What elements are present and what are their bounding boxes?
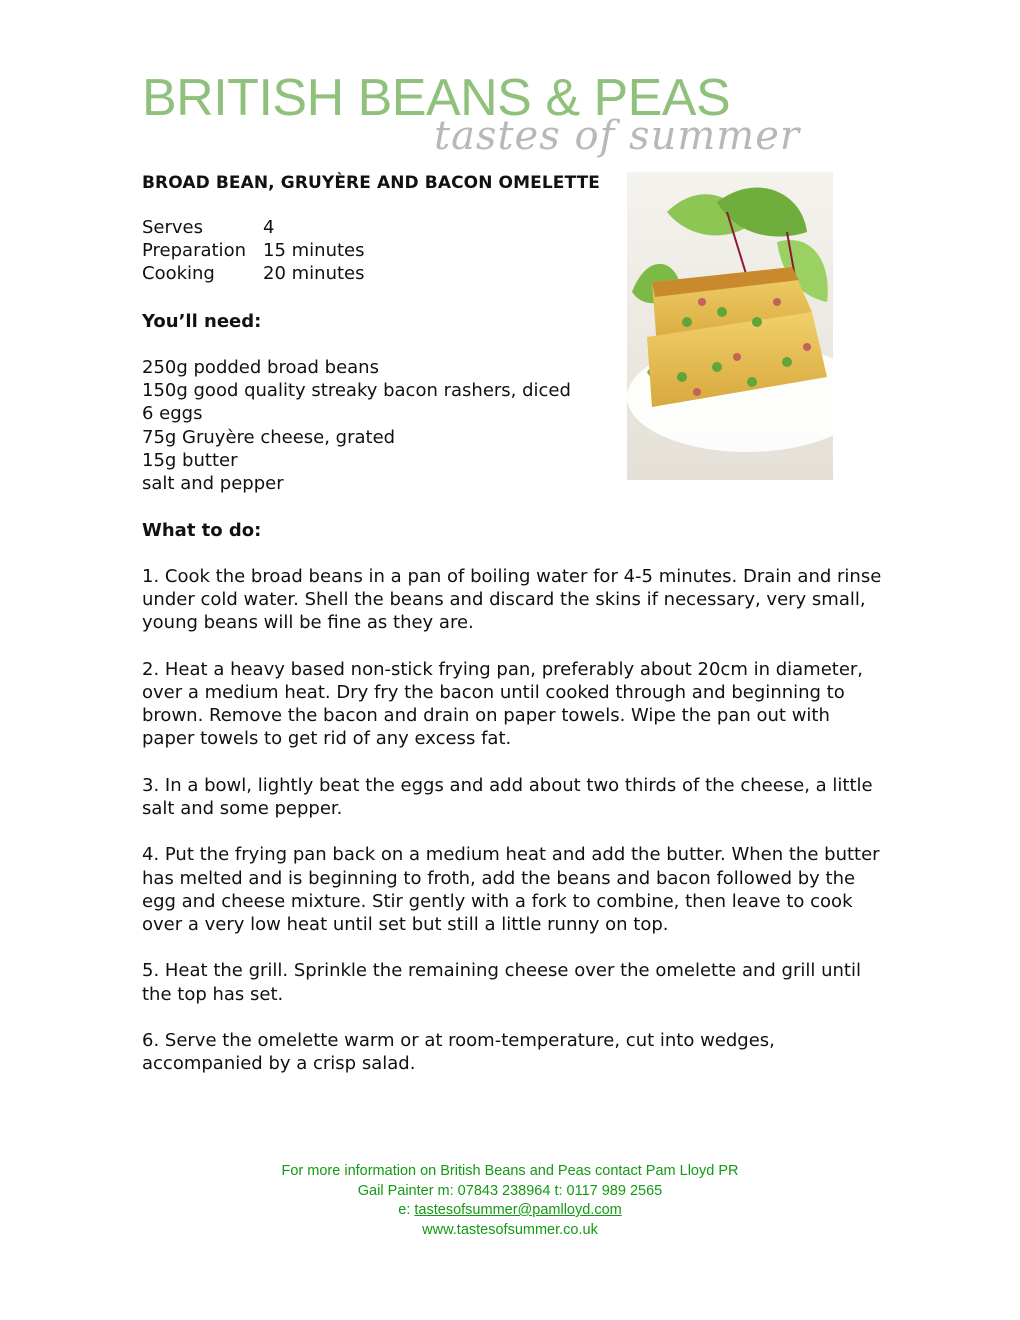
fact-value: 4	[263, 217, 275, 238]
email-link[interactable]: tastesofsummer@pamlloyd.com	[414, 1202, 622, 1218]
website-link[interactable]: www.tastesofsummer.co.uk	[422, 1221, 598, 1238]
fact-label: Serves	[142, 217, 204, 238]
ingredient-item: 75g Gruyère cheese, grated	[142, 426, 396, 448]
recipe-facts	[142, 216, 365, 285]
fact-value: 15 minutes	[263, 240, 365, 261]
method-step: 6. Serve the omelette warm or at room-temperature, cut into wedges, accompanied by a crisp salad.	[142, 1029, 775, 1075]
method-steps	[142, 565, 887, 1099]
fact-value: 20 minutes	[263, 263, 365, 284]
fact-cooking	[142, 262, 365, 285]
ingredients-list	[142, 356, 571, 495]
method-step: 4. Put the frying pan back on a medium heat and add the butter. When the butter has melted and is beginning to froth, add the beans and bacon followed by the egg and cheese mixture. Stir gently with a fork to combine, then leave to cook over a very low heat until set but still a little runny on top.	[142, 844, 880, 935]
method-step: 3. In a bowl, lightly beat the eggs and add about two thirds of the cheese, a little salt and some pepper.	[142, 774, 873, 819]
fact-serves	[142, 216, 365, 239]
method-step: 5. Heat the grill. Sprinkle the remaining cheese over the omelette and grill until the top has set.	[142, 960, 861, 1005]
footer-info-line: For more information on British Beans and Peas contact Pam Lloyd PR	[281, 1163, 739, 1179]
brand-tagline: tastes of summer	[434, 113, 800, 159]
ingredient-item: 15g butter	[142, 449, 238, 471]
footer-email-line	[0, 1201, 1020, 1221]
footer-phone-line: Gail Painter m: 07843 238964 t: 0117 989 2565	[357, 1182, 663, 1199]
fact-preparation	[142, 239, 365, 262]
brand-logo-title: BRITISH BEANS & PEAS	[142, 69, 731, 127]
method-heading: What to do:	[142, 520, 262, 541]
recipe-title: BROAD BEAN, GRUYÈRE AND BACON OMELETTE	[142, 173, 600, 193]
fact-label: Preparation	[142, 240, 246, 261]
method-step: 2. Heat a heavy based non-stick frying pan, preferably about 20cm in diameter, over a medium heat. Dry fry the bacon until cooked through and beginning to brown. Remove the bacon and drain on paper towels. Wipe the pan out with paper towels to get rid of any excess fat.	[142, 658, 864, 750]
email-prefix: e:	[398, 1202, 415, 1218]
ingredient-item: 250g podded broad beans	[142, 357, 379, 378]
brand-header	[142, 69, 802, 167]
ingredient-item: 150g good quality streaky bacon rashers, diced	[142, 380, 571, 402]
fact-label: Cooking	[142, 263, 215, 284]
footer-contact	[0, 1162, 1020, 1240]
method-step: 1. Cook the broad beans in a pan of boiling water for 4-5 minutes. Drain and rinse under cold water. Shell the beans and discard the skins if necessary, very small, young beans will be fine as they are.	[142, 566, 882, 634]
ingredient-item: salt and pepper	[142, 473, 284, 495]
ingredient-item: 6 eggs	[142, 403, 203, 425]
omelette-photo	[627, 172, 833, 480]
ingredients-heading: You’ll need:	[142, 311, 262, 332]
